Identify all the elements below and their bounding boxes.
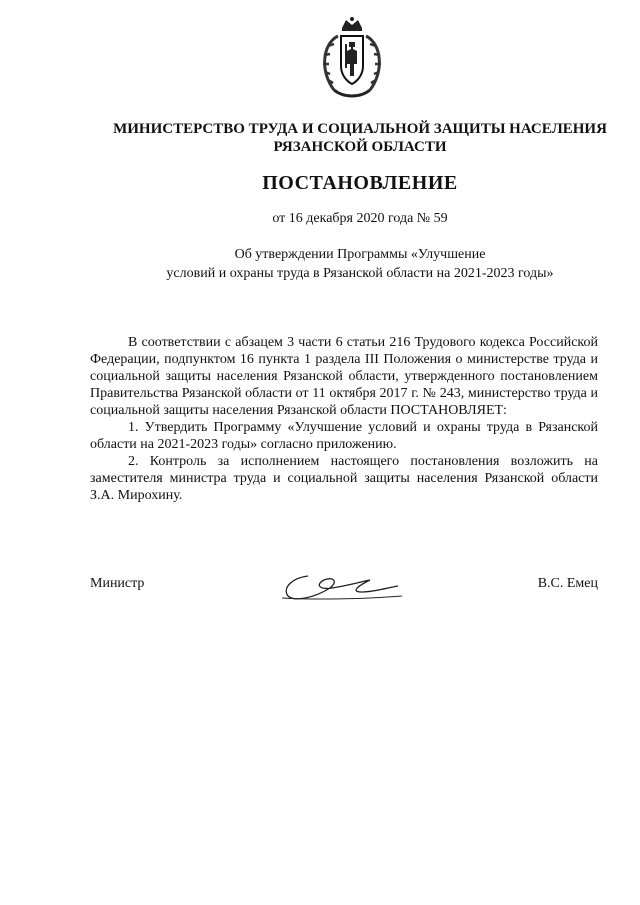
subject-line1: Об утверждении Программы «Улучшение [234, 247, 486, 262]
document-body [90, 334, 598, 504]
ministry-header [80, 120, 640, 156]
document-date-number: от 16 декабря 2020 года № 59 [272, 211, 448, 226]
subject-line2: условий и охраны труда в Рязанской области на 2021-2023 годы» [166, 266, 554, 281]
preamble-paragraph: В соответствии с абзацем 3 части 6 статьи 216 Трудового кодекса Российской Федерации, подпунктом 16 пункта 1 раздела III Положения о министерстве труда и социальной защиты населения Рязанской области, утвержденного постановлением Правительства Рязанской области от 11 октября 2017 г. № 243, министерство труда и социальной защиты населения Рязанской области ПОСТАНОВЛЯЕТ: [90, 335, 598, 418]
ministry-name-line1: МИНИСТЕРСТВО ТРУДА И СОЦИАЛЬНОЙ ЗАЩИТЫ НАСЕЛЕНИЯ [113, 121, 607, 137]
document-title: ПОСТАНОВЛЕНИЕ [262, 172, 458, 194]
coat-of-arms-icon [312, 14, 392, 104]
signatory-role: Министр [90, 576, 145, 591]
ministry-name-line2: РЯЗАНСКОЙ ОБЛАСТИ [273, 139, 447, 155]
resolution-item-2: 2. Контроль за исполнением настоящего постановления возложить на заместителя министра труда и социальной защиты населения Рязанской области З.А. Мирохину. [90, 454, 598, 503]
document-subject [60, 245, 640, 283]
handwritten-signature-icon [274, 566, 406, 606]
signatory-name: В.С. Емец [537, 576, 598, 591]
resolution-item-1: 1. Утвердить Программу «Улучшение условий и охраны труда в Рязанской области на 2021-2023 годы» согласно приложению. [90, 420, 598, 452]
